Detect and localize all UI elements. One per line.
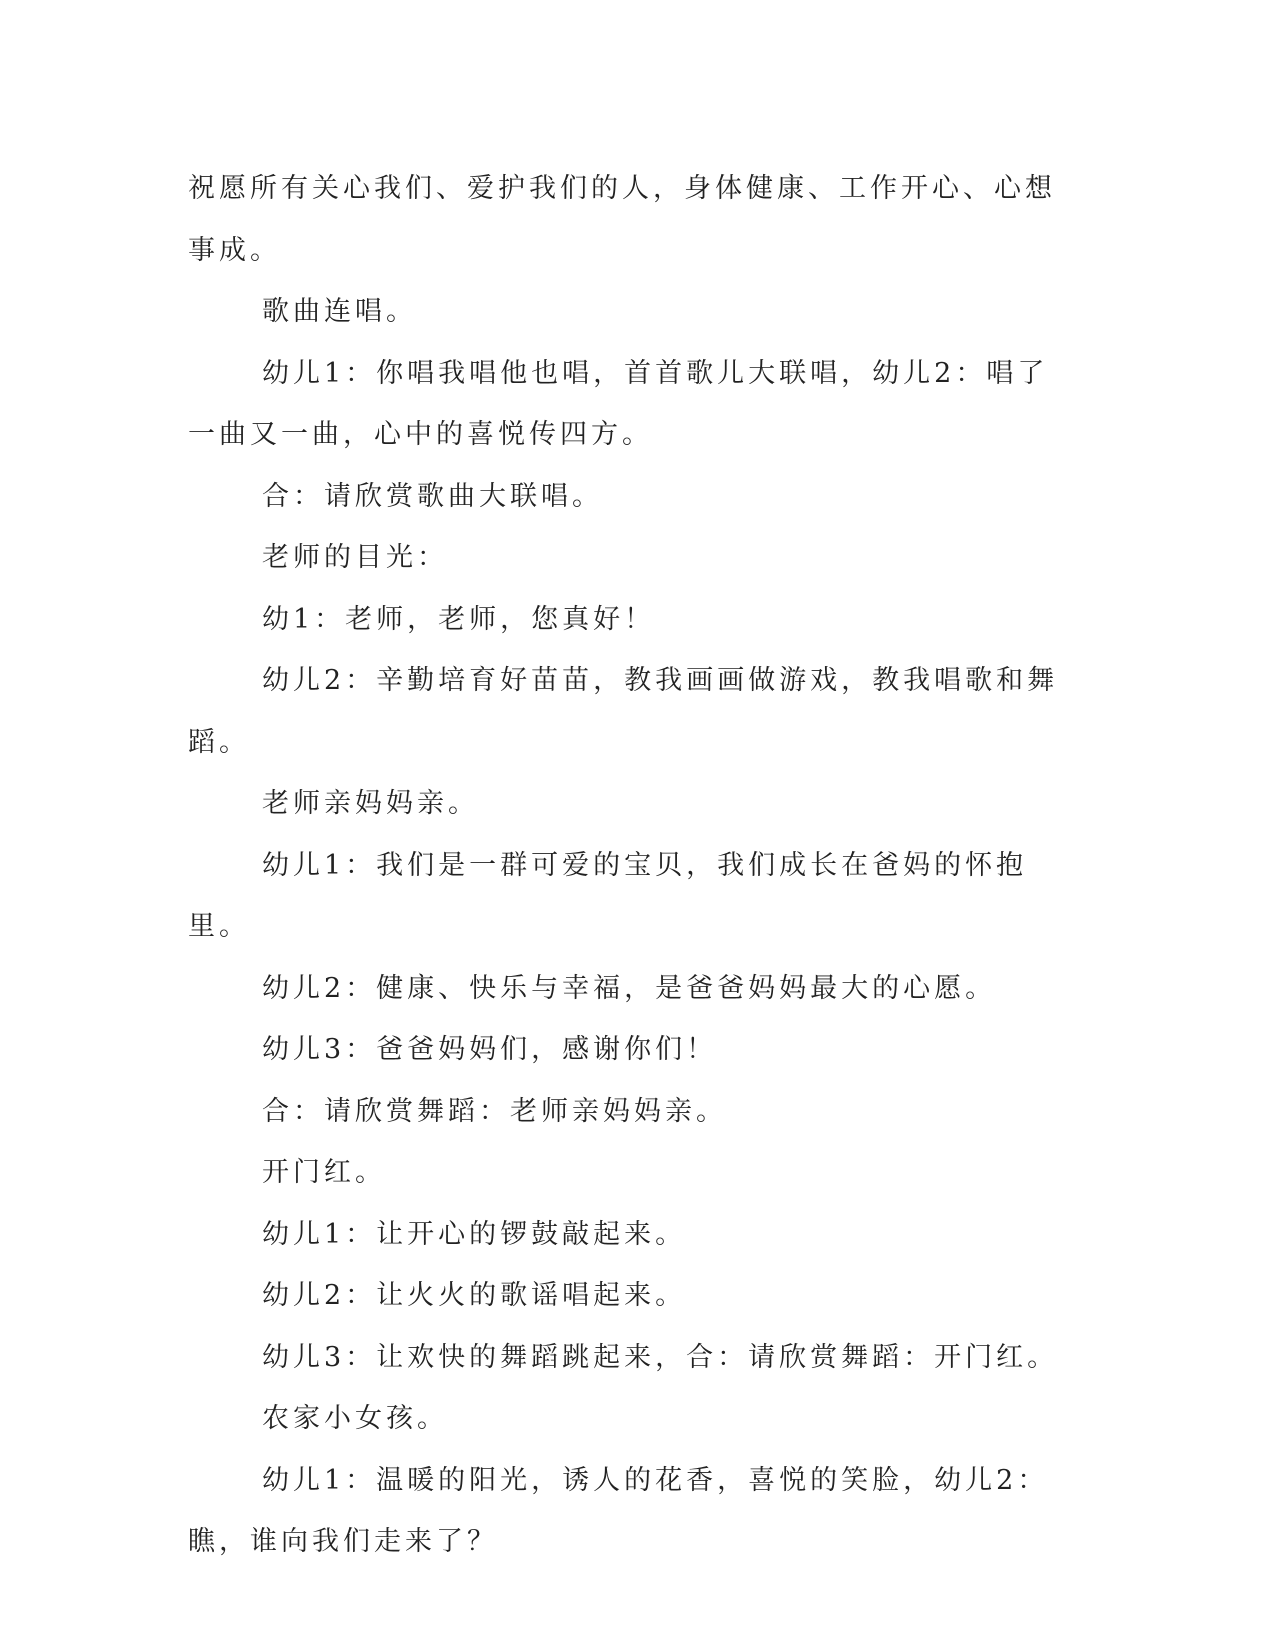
paragraph-5: 老师的目光：: [262, 542, 448, 573]
paragraph-11: 幼儿3：爸爸妈妈们，感谢你们！: [262, 1034, 718, 1065]
paragraph-9: 幼儿1：我们是一群可爱的宝贝，我们成长在爸妈的怀抱里。: [188, 849, 1028, 942]
paragraph-15: 幼儿2：让火火的歌谣唱起来。: [262, 1280, 687, 1311]
paragraph-17: 农家小女孩。: [262, 1403, 448, 1434]
paragraph-12: 合：请欣赏舞蹈：老师亲妈妈亲。: [262, 1095, 727, 1127]
document-body: [188, 158, 1068, 1573]
paragraph-13: 开门红。: [262, 1157, 386, 1188]
paragraph-18: 幼儿1：温暖的阳光，诱人的花香，喜悦的笑脸，幼儿2：瞧，谁向我们走来了？: [188, 1464, 1049, 1557]
paragraph-1: 祝愿所有关心我们、爱护我们的人，身体健康、工作开心、心想事成。: [188, 173, 1056, 266]
paragraph-14: 幼儿1：让开心的锣鼓敲起来。: [262, 1218, 687, 1250]
paragraph-16: 幼儿3：让欢快的舞蹈跳起来，合：请欣赏舞蹈：开门红。: [262, 1341, 1059, 1373]
paragraph-10: 幼儿2：健康、快乐与幸福，是爸爸妈妈最大的心愿。: [262, 972, 997, 1004]
paragraph-4: 合：请欣赏歌曲大联唱。: [262, 480, 603, 512]
paragraph-7: 幼儿2：辛勤培育好苗苗，教我画画做游戏，教我唱歌和舞蹈。: [188, 665, 1059, 758]
paragraph-8: 老师亲妈妈亲。: [262, 788, 479, 819]
paragraph-2: 歌曲连唱。: [262, 296, 417, 327]
paragraph-3: 幼儿1：你唱我唱他也唱，首首歌儿大联唱，幼儿2：唱了一曲又一曲，心中的喜悦传四方。: [188, 357, 1049, 450]
paragraph-6: 幼1：老师，老师，您真好！: [262, 603, 656, 635]
